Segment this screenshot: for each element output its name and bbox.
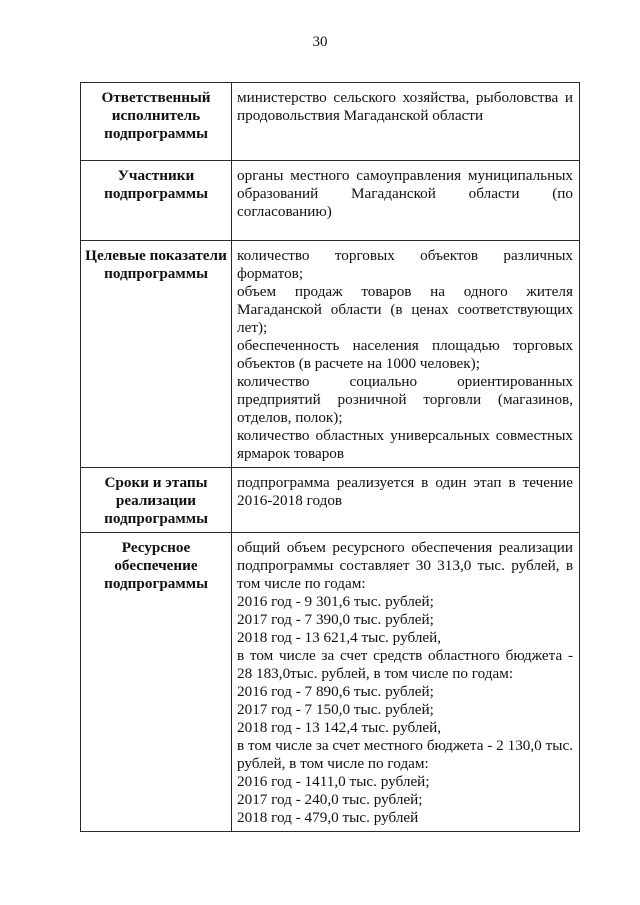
funding-year-line: 2016 год - 1411,0 тыс. рублей; xyxy=(237,773,430,790)
value-timing-stages xyxy=(232,468,580,533)
funding-total: общий объем ресурсного обеспечения реализации подпрограммы составляет 30 313,0 тыс. рублей, в том числе по годам: xyxy=(237,539,573,592)
indicator-item: объем продаж товаров на одного жителя Магаданской области (в ценах соответствующих лет); xyxy=(237,283,573,336)
indicator-item: количество торговых объектов различных форматов; xyxy=(237,247,573,282)
label-target-indicators: Целевые показатели подпрограммы xyxy=(81,241,232,468)
table-row-timing-stages xyxy=(81,468,580,533)
value-responsible-executor xyxy=(232,83,580,161)
funding-year-line: 2017 год - 240,0 тыс. рублей; xyxy=(237,791,423,808)
value-participants xyxy=(232,161,580,241)
value-text: министерство сельского хозяйства, рыболовства и продовольствия Магаданской области xyxy=(237,89,573,124)
subprogram-passport-table xyxy=(80,82,580,832)
indicator-item: количество социально ориентированных предприятий розничной торговли (магазинов, отделов, полок); xyxy=(237,373,573,426)
funding-local-budget: в том числе за счет местного бюджета - 2 130,0 тыс. рублей, в том числе по годам: xyxy=(237,737,573,772)
label-resource-provision: Ресурсное обеспечение подпрограммы xyxy=(81,533,232,832)
label-participants: Участники подпрограммы xyxy=(81,161,232,241)
funding-year-line: 2016 год - 7 890,6 тыс. рублей; xyxy=(237,683,434,700)
funding-year-line: 2017 год - 7 150,0 тыс. рублей; xyxy=(237,701,434,718)
table-row-target-indicators xyxy=(81,241,580,468)
value-text: органы местного самоуправления муниципальных образований Магаданской области (по согласованию) xyxy=(237,167,573,220)
page-number: 30 xyxy=(312,34,328,50)
funding-year-line: 2018 год - 13 142,4 тыс. рублей, xyxy=(237,719,442,736)
funding-year-line: 2017 год - 7 390,0 тыс. рублей; xyxy=(237,611,434,628)
funding-year-line: 2018 год - 479,0 тыс. рублей xyxy=(237,809,419,826)
value-text: подпрограмма реализуется в один этап в течение 2016-2018 годов xyxy=(237,474,573,509)
value-target-indicators xyxy=(232,241,580,468)
funding-year-line: 2016 год - 9 301,6 тыс. рублей; xyxy=(237,593,434,610)
table-row-participants xyxy=(81,161,580,241)
label-responsible-executor: Ответственный исполнитель подпрограммы xyxy=(81,83,232,161)
label-timing-stages: Сроки и этапы реализации подпрограммы xyxy=(81,468,232,533)
funding-regional-budget: в том числе за счет средств областного бюджета - 28 183,0тыс. рублей, в том числе по годам: xyxy=(237,647,573,682)
table-row-responsible-executor xyxy=(81,83,580,161)
table-row-resource-provision xyxy=(81,533,580,832)
indicator-item: количество областных универсальных совместных ярмарок товаров xyxy=(237,427,573,462)
funding-year-line: 2018 год - 13 621,4 тыс. рублей, xyxy=(237,629,442,646)
indicator-item: обеспеченность населения площадью торговых объектов (в расчете на 1000 человек); xyxy=(237,337,573,372)
value-resource-provision xyxy=(232,533,580,832)
